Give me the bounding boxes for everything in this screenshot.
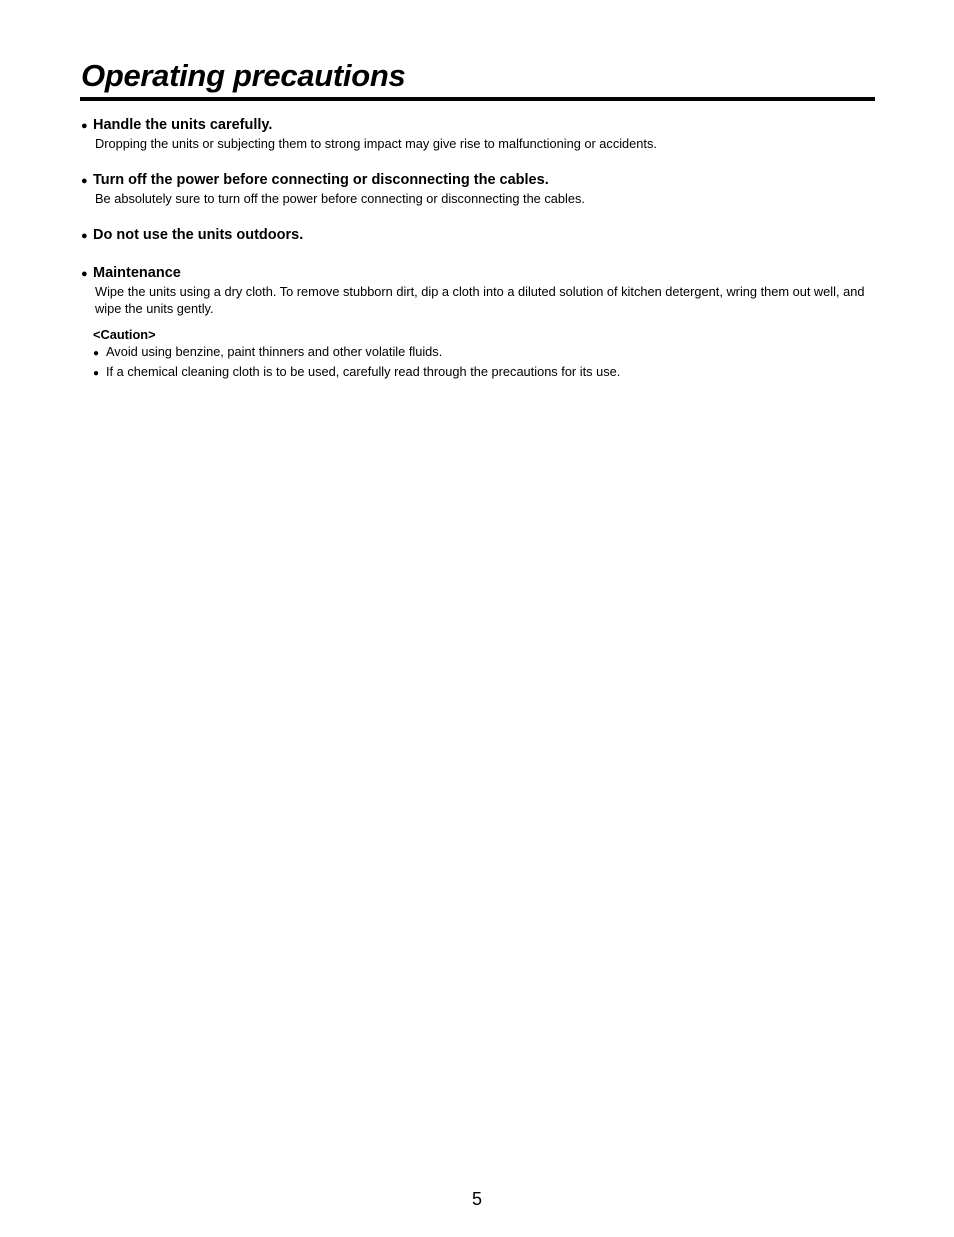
title-underline [80, 97, 875, 101]
section-power-off [81, 171, 871, 207]
section-handle-carefully [81, 116, 871, 152]
caution-title: <Caution> [93, 327, 156, 342]
caution-item-text: Avoid using benzine, paint thinners and other volatile fluids. [106, 344, 443, 359]
bullet-icon: ● [81, 268, 88, 280]
section-body: Dropping the units or subjecting them to strong impact may give rise to malfunctioning or accidents. [95, 136, 657, 151]
section-heading-text: Handle the units carefully. [93, 117, 273, 133]
bullet-icon: ● [81, 120, 88, 132]
bullet-icon: ● [93, 348, 100, 359]
bullet-icon: ● [93, 368, 100, 379]
page-number: 5 [471, 1189, 482, 1209]
page-title: Operating precautions [81, 58, 406, 93]
section-heading-text: Do not use the units outdoors. [93, 227, 304, 243]
precautions-content [81, 116, 871, 402]
caution-item [93, 363, 871, 383]
section-body: Be absolutely sure to turn off the power before connecting or disconnecting the cables. [95, 191, 585, 206]
section-heading [81, 264, 871, 283]
section-heading-text: Maintenance [93, 265, 181, 281]
bullet-icon: ● [81, 230, 88, 242]
section-heading [81, 116, 871, 135]
section-outdoors [81, 226, 871, 245]
caution-block [93, 326, 871, 383]
section-maintenance [81, 264, 871, 383]
caution-item [93, 343, 871, 363]
section-heading [81, 171, 871, 190]
section-body: Wipe the units using a dry cloth. To remove stubborn dirt, dip a cloth into a diluted solution of kitchen detergent, wring them out well, and wipe the units gently. [95, 284, 865, 316]
section-heading [81, 226, 871, 245]
bullet-icon: ● [81, 175, 88, 187]
section-heading-text: Turn off the power before connecting or disconnecting the cables. [93, 172, 549, 188]
caution-item-text: If a chemical cleaning cloth is to be used, carefully read through the precautions for its use. [106, 364, 621, 379]
